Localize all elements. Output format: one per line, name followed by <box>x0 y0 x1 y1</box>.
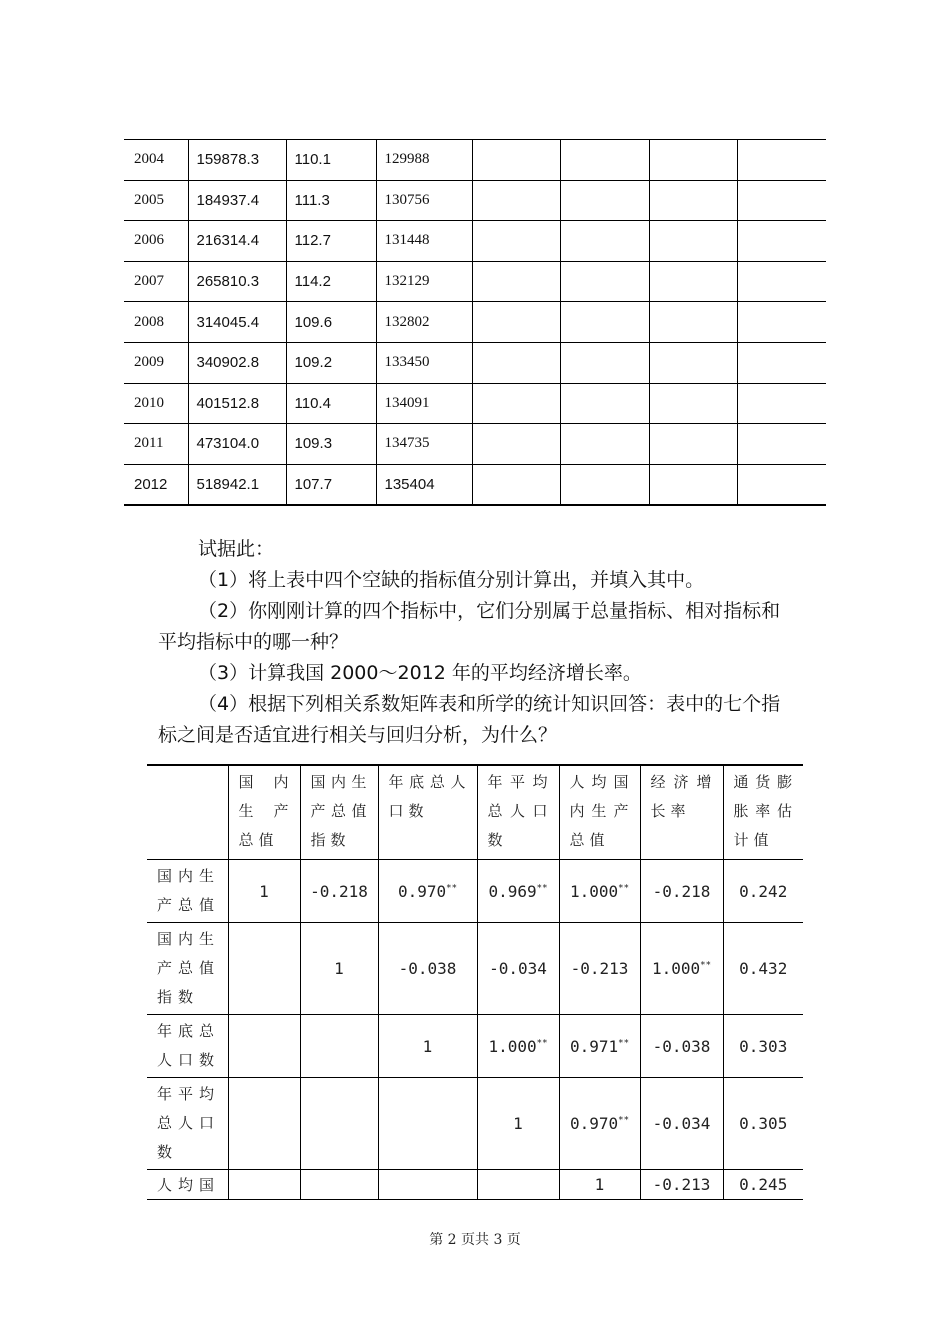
correlation-row <box>147 860 803 923</box>
questions <box>158 534 798 751</box>
year-cell: 2011 <box>124 424 188 465</box>
blank-cell <box>560 221 649 262</box>
correlation-cell <box>378 1015 477 1078</box>
correlation-cell <box>300 1078 378 1170</box>
blank-cell <box>472 342 560 383</box>
correlation-cell <box>640 1078 723 1170</box>
significance-mark: ** <box>618 883 629 894</box>
blank-cell <box>649 180 737 221</box>
blank-cell <box>472 261 560 302</box>
correlation-value: -0.038 <box>398 959 457 978</box>
blank-cell <box>560 383 649 424</box>
blank-cell <box>472 383 560 424</box>
correlation-row <box>147 923 803 1015</box>
correlation-value: 1 <box>334 959 344 978</box>
correlation-table <box>147 764 803 1200</box>
correlation-cell <box>378 860 477 923</box>
correlation-cell <box>559 1015 640 1078</box>
blank-cell <box>472 140 560 181</box>
correlation-value: 0.432 <box>739 959 788 978</box>
significance-mark: ** <box>446 883 457 894</box>
year-cell: 2004 <box>124 140 188 181</box>
table-row <box>124 464 826 505</box>
blank-cell <box>472 464 560 505</box>
blank-cell <box>649 140 737 181</box>
correlation-value: -0.213 <box>652 1175 711 1194</box>
correlation-cell <box>228 1015 300 1078</box>
correlation-value: -0.034 <box>489 959 547 978</box>
significance-mark: ** <box>536 1038 548 1049</box>
correlation-value: 1.000 <box>488 1036 537 1056</box>
population-cell: 135404 <box>376 464 472 505</box>
blank-cell <box>737 302 826 343</box>
year-cell: 2006 <box>124 221 188 262</box>
blank-cell <box>737 140 826 181</box>
correlation-cell <box>378 923 477 1015</box>
population-cell: 129988 <box>376 140 472 181</box>
year-cell: 2007 <box>124 261 188 302</box>
question-intro: 试据此： <box>198 538 275 560</box>
question-1: （1）将上表中四个空缺的指标值分别计算出，并填入其中。 <box>198 569 705 591</box>
correlation-cell <box>723 1170 803 1200</box>
correlation-value: -0.218 <box>652 881 711 901</box>
correlation-value: 1 <box>594 1175 605 1194</box>
blank-cell <box>737 342 826 383</box>
correlation-value: 0.969 <box>488 881 537 901</box>
table-row <box>124 180 826 221</box>
correlation-cell <box>228 1170 300 1200</box>
gdp-cell: 184937.4 <box>188 180 286 221</box>
header-cell: 年平均总人口数 <box>477 765 559 860</box>
correlation-cell <box>477 1078 559 1170</box>
gdp-cell: 314045.4 <box>188 302 286 343</box>
gdp-cell: 265810.3 <box>188 261 286 302</box>
corner-cell <box>147 765 228 860</box>
correlation-cell <box>559 1170 640 1200</box>
significance-mark: ** <box>618 1038 629 1049</box>
header-cell: 人均国内生产总值 <box>559 765 640 860</box>
gdp-index-cell: 114.2 <box>286 261 376 302</box>
population-cell: 134091 <box>376 383 472 424</box>
gdp-index-cell: 110.1 <box>286 140 376 181</box>
correlation-value: 0.303 <box>739 1036 788 1056</box>
header-cell: 国内生产总值指数 <box>300 765 378 860</box>
correlation-cell <box>300 1015 378 1078</box>
blank-cell <box>649 464 737 505</box>
correlation-cell <box>300 923 378 1015</box>
correlation-value: -0.038 <box>652 1036 711 1056</box>
blank-cell <box>472 221 560 262</box>
correlation-cell <box>228 1078 300 1170</box>
population-cell: 133450 <box>376 342 472 383</box>
table-row <box>124 261 826 302</box>
correlation-value: 1.000 <box>569 881 619 901</box>
year-cell: 2008 <box>124 302 188 343</box>
correlation-cell <box>228 923 300 1015</box>
population-cell: 132802 <box>376 302 472 343</box>
correlation-cell <box>640 860 723 923</box>
correlation-cell <box>559 1078 640 1170</box>
blank-cell <box>737 383 826 424</box>
correlation-cell <box>378 1078 477 1170</box>
header-cell: 经济增长率 <box>640 765 723 860</box>
correlation-row <box>147 1078 803 1170</box>
correlation-value: -0.213 <box>570 959 629 978</box>
population-cell: 131448 <box>376 221 472 262</box>
correlation-value: 0.970 <box>569 1114 619 1133</box>
correlation-cell <box>300 1170 378 1200</box>
correlation-cell <box>378 1170 477 1200</box>
year-cell: 2009 <box>124 342 188 383</box>
year-cell: 2010 <box>124 383 188 424</box>
correlation-value: 0.305 <box>739 1114 788 1133</box>
significance-mark: ** <box>536 883 548 894</box>
row-label: 国内生产总值 <box>147 860 228 923</box>
table-row <box>124 383 826 424</box>
correlation-cell <box>300 860 378 923</box>
row-label: 年底总人口数 <box>147 1015 228 1078</box>
correlation-cell <box>723 1015 803 1078</box>
gdp-index-cell: 112.7 <box>286 221 376 262</box>
blank-cell <box>649 342 737 383</box>
table-row <box>124 424 826 465</box>
row-label: 年平均总人口数 <box>147 1078 228 1170</box>
correlation-cell <box>477 923 559 1015</box>
correlation-row <box>147 1015 803 1078</box>
correlation-cell <box>723 1078 803 1170</box>
table-row <box>124 140 826 181</box>
blank-cell <box>472 180 560 221</box>
gdp-cell: 159878.3 <box>188 140 286 181</box>
significance-mark: ** <box>700 960 711 971</box>
correlation-cell <box>477 1015 559 1078</box>
gdp-index-cell: 109.2 <box>286 342 376 383</box>
correlation-value: 1 <box>513 1114 523 1133</box>
correlation-value: -0.218 <box>310 881 368 901</box>
correlation-cell <box>723 923 803 1015</box>
blank-cell <box>649 383 737 424</box>
gdp-cell: 340902.8 <box>188 342 286 383</box>
blank-cell <box>472 302 560 343</box>
correlation-cell <box>559 860 640 923</box>
blank-cell <box>472 424 560 465</box>
correlation-value: -0.034 <box>652 1114 711 1133</box>
correlation-row <box>147 1170 803 1200</box>
gdp-index-cell: 111.3 <box>286 180 376 221</box>
question-3: （3）计算我国 2000～2012 年的平均经济增长率。 <box>198 662 642 684</box>
table-row <box>124 221 826 262</box>
correlation-value: 1 <box>422 1036 433 1056</box>
gdp-cell: 518942.1 <box>188 464 286 505</box>
significance-mark: ** <box>618 1115 629 1126</box>
table-row <box>124 302 826 343</box>
correlation-value: 1 <box>259 881 269 901</box>
gdp-cell: 216314.4 <box>188 221 286 262</box>
gdp-index-cell: 110.4 <box>286 383 376 424</box>
page-footer: 第 2 页共 3 页 <box>429 1232 521 1248</box>
header-cell: 年底总人口数 <box>378 765 477 860</box>
correlation-cell <box>640 1170 723 1200</box>
blank-cell <box>737 221 826 262</box>
correlation-value: 1.000 <box>651 959 701 978</box>
population-cell: 130756 <box>376 180 472 221</box>
year-cell: 2005 <box>124 180 188 221</box>
correlation-cell <box>640 1015 723 1078</box>
gdp-cell: 401512.8 <box>188 383 286 424</box>
question-2: （2）你刚刚计算的四个指标中，它们分别属于总量指标、相对指标和平均指标中的哪一种？ <box>158 600 781 653</box>
gdp-index-cell: 109.3 <box>286 424 376 465</box>
blank-cell <box>737 261 826 302</box>
correlation-cell <box>559 923 640 1015</box>
correlation-value: 0.970 <box>397 881 447 901</box>
blank-cell <box>737 424 826 465</box>
correlation-value: 0.971 <box>569 1036 619 1056</box>
year-cell: 2012 <box>124 464 188 505</box>
question-4: （4）根据下列相关系数矩阵表和所学的统计知识回答：表中的七个指标之间是否适宜进行相关与回归分析，为什么？ <box>158 693 781 746</box>
population-cell: 132129 <box>376 261 472 302</box>
header-cell: 通货膨胀率估计值 <box>723 765 803 860</box>
row-label: 国内生产总值指数 <box>147 923 228 1015</box>
correlation-value: 0.242 <box>739 881 788 901</box>
blank-cell <box>649 221 737 262</box>
gdp-cell: 473104.0 <box>188 424 286 465</box>
blank-cell <box>560 261 649 302</box>
correlation-cell <box>477 1170 559 1200</box>
header-cell: 国内生产总值 <box>228 765 300 860</box>
blank-cell <box>560 342 649 383</box>
blank-cell <box>737 464 826 505</box>
correlation-cell <box>723 860 803 923</box>
correlation-cell <box>640 923 723 1015</box>
blank-cell <box>560 180 649 221</box>
correlation-cell <box>228 860 300 923</box>
correlation-value: 0.245 <box>739 1175 788 1194</box>
blank-cell <box>560 302 649 343</box>
table-row <box>124 342 826 383</box>
blank-cell <box>649 261 737 302</box>
row-label: 人均国 <box>147 1170 228 1200</box>
blank-cell <box>560 424 649 465</box>
blank-cell <box>560 140 649 181</box>
correlation-cell <box>477 860 559 923</box>
population-cell: 134735 <box>376 424 472 465</box>
blank-cell <box>560 464 649 505</box>
correlation-header-row <box>147 765 803 860</box>
blank-cell <box>649 302 737 343</box>
blank-cell <box>737 180 826 221</box>
gdp-index-cell: 109.6 <box>286 302 376 343</box>
blank-cell <box>649 424 737 465</box>
gdp-index-cell: 107.7 <box>286 464 376 505</box>
data-table <box>124 139 826 506</box>
